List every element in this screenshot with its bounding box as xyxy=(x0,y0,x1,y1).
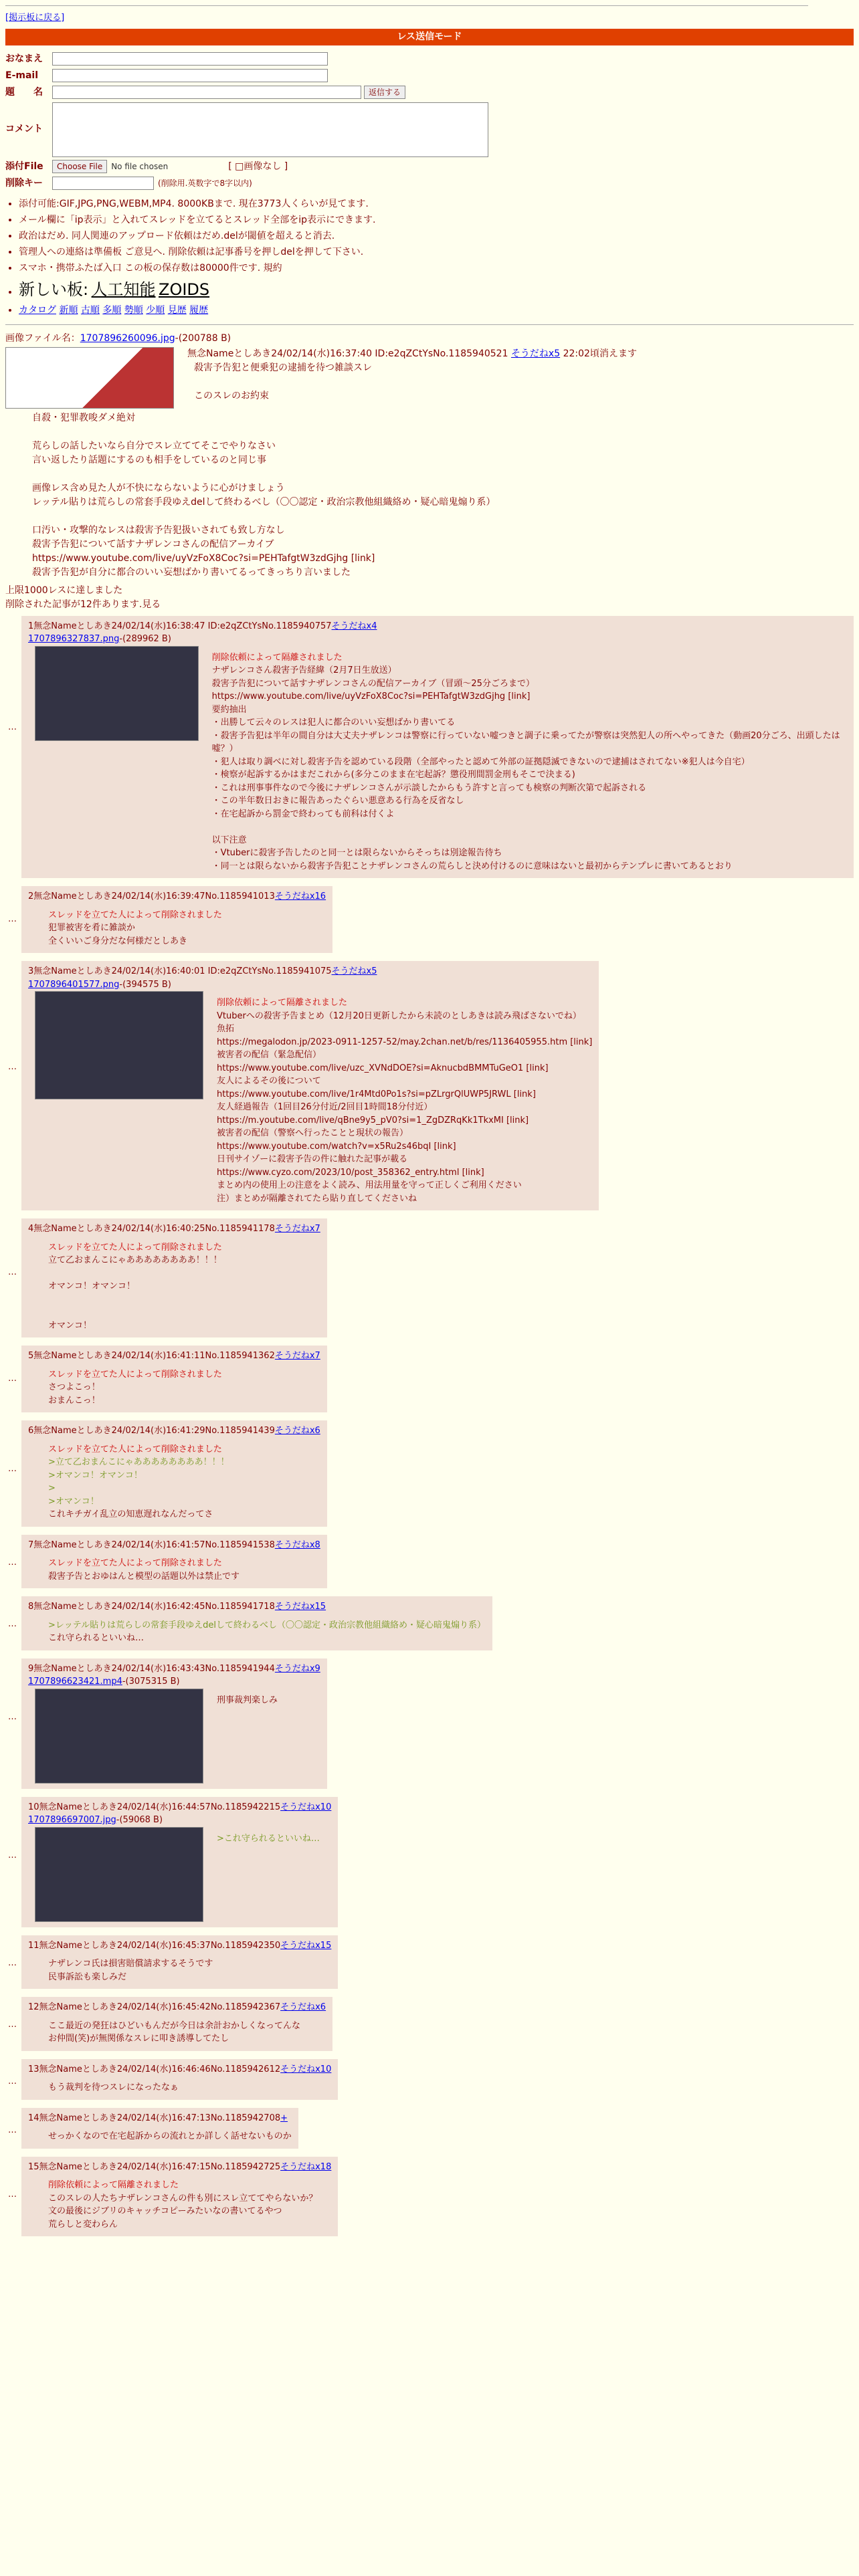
reply-menu-icon[interactable]: … xyxy=(8,1711,17,1722)
file-name-label: 画像ファイル名： xyxy=(5,332,80,344)
reply-number: 9 xyxy=(28,1663,34,1674)
subject-label: 題 名 xyxy=(5,86,43,98)
sodane-button[interactable]: そうだねx18 xyxy=(280,2161,332,2172)
sodane-button[interactable]: そうだねx6 xyxy=(280,2002,326,2012)
reply-text: 立て乙おまんこにゃああああああああ！！！ オマンコ！オマンコ！ オマンコ！ xyxy=(48,1255,222,1331)
reply-number: 14 xyxy=(28,2113,39,2123)
reply-text: Vtuberへの殺害予告まとめ（12月20日更新したから未読のとしあきは読み飛ばさないでね） 魚拓 https://megalodon.jp/2023-0911-1257-52/may.2chan.net/b/res/1136405955.htm [link] 被害者の配信（緊急配信） https://www.youtube.com/live/uzc_XVNdDOE?si=AknucbdBMMTuGeO1 [link] 友人によるその後について https://www.youtube.com/live/1r4Mtd0Po1s?si=pZLrgrQlUWP5JRWL [link] 友人経過報告（1回目26分付近/2回目1時間18分付近） https://m.youtube.com/live/qBne9y5_pV0?si=1_ZgDZRqKk1TkxMI [link] 被害者の配信（警察へ行ったことと現状の報告） https://www.youtube.com/watch?v=x5Ru2s46bqI [link] 日刊サイゾーに殺害予告の件に触れた記事が載る https://www.cyzo.com/2023/10/post_358362_entry.html [link] まとめ内の使用上の注意をよく読み、用法用量を守って正しくご利用ください 注）まとめが隔離されてたら貼り直してくださいね xyxy=(217,1010,593,1204)
reply-quote: >レッテル貼りは荒らしの常套手段ゆえdelして終わるべし（〇〇認定・政治宗教他組織絡め・疑心暗鬼煽り系） xyxy=(48,1620,486,1630)
op-rules: 自殺・犯罪教唆ダメ絶対 荒らしの話したいなら自分でスレ立ててそこでやりなさい 言い返したり話題にするのも相手をしているのと同じ事 画像レス含め見た人が不快にならないように心がけましょう レッテル貼りは荒らしの常套手段ゆえdelして終わるべし（〇〇認定・政治宗教他組織絡め・疑心暗鬼煽り系） 口汚い・攻撃的なレスは殺害予告犯扱いされても致し方なし 殺害予告犯について話すナザレンコさんの配信アーカイブ https://www.youtube.com/live/uyVzFoX8Coc?si=PEHTafgtW3zdGjhg [link] 殺害予告犯が自分に都合のいい妄想ばかり書いてるってきっちり言いました xyxy=(32,412,496,578)
reply-header: 無念Nameとしあき24/02/14(水)16:41:11No.1185941362 xyxy=(33,1351,275,1361)
op-body: 殺害予告犯と便乗犯の逮捕を待つ雑談スレ このスレのお約束 xyxy=(194,362,372,401)
reply-text: ナザレンコ氏は損害賠償請求するそうです 民事訴訟も楽しみだ xyxy=(48,1959,213,1982)
sodane-button[interactable]: そうだねx5 xyxy=(331,966,377,976)
reply-post xyxy=(8,1420,327,1527)
reply-text: もう裁判を待つスレになったなぁ xyxy=(48,2082,179,2092)
email-input[interactable] xyxy=(52,69,328,82)
reply-menu-icon[interactable]: … xyxy=(8,1557,17,1568)
sort-new-link[interactable]: 新順 xyxy=(59,304,78,316)
sodane-button[interactable]: そうだねx6 xyxy=(274,1426,320,1436)
op-header: 無念Nameとしあき24/02/14(水)16:37:40 ID:e2qZCtYsNo.1185940521 xyxy=(187,348,508,359)
sort-momentum-link[interactable]: 勢順 xyxy=(124,304,143,316)
reply-menu-icon[interactable]: … xyxy=(8,1062,17,1073)
no-file-text: No file chosen xyxy=(111,162,169,171)
no-image-checkbox[interactable]: [ □画像なし ] xyxy=(228,160,288,172)
reply-form xyxy=(5,52,854,191)
deleted-notice: スレッドを立てた人によって削除されました xyxy=(48,1558,222,1568)
reply-number: 2 xyxy=(28,891,34,901)
sort-few-link[interactable]: 少順 xyxy=(146,304,165,316)
subject-input[interactable] xyxy=(52,86,361,99)
divider xyxy=(5,324,854,325)
delete-key-input[interactable] xyxy=(52,177,154,190)
sodane-button[interactable]: そうだねx7 xyxy=(274,1351,320,1361)
reply-text: ナザレンコさん殺害予告経緯（2月7日生放送） 殺害予告犯について話すナザレンコさんの配信アーカイブ（冒頭〜25分ごろまで） https://www.youtube.com/live/uyVzFoX8Coc?si=PEHTafgtW3zdGjhg [link] 要約抽出 ・出勝して云々のレスは犯人に都合のいい妄想ばかり書いてる ・殺害予告犯は半年の間自分は大丈夫ナザレンコは警察に行っていない嘘つきと調子に乗ってたが警察は突然犯人の所へやってきた（動画20分ごろ、出頭したは嘘？） ・犯人は取り調べに対し殺害予告を認めている段階（全部やったと認めて外部の証拠隠滅できないので逮捕はされてない※犯人は今自宅） ・検察が起訴するかはまだこれから(多分このまま在宅起訴？懲役刑間罰金刑もそこで決まる) ・これは刑事事件なので今後にナザレンコさんが示談したからもう許すと言っても検察の判断次第で起訴される ・この半年数日おきに報告あったぐらい悪意ある行為を反省なし ・在宅起訴から罰金で終わっても前科は付くよ 以下注意 ・Vtuberに殺害予告したのと同一とは限らないからそっちは別途報告待ち ・同一とは限らないから殺害予告犯ことナザレンコさんの荒らしと決め付けるのに意味はないと最初からテンプレに書いてあるとおり xyxy=(211,665,840,871)
reply-file-link[interactable]: 1707896623421.mp4 xyxy=(28,1677,122,1687)
deleted-notice: 削除依頼によって隔離されました xyxy=(211,652,343,663)
reply-number: 3 xyxy=(28,966,34,976)
sodane-button[interactable]: + xyxy=(280,2113,288,2123)
reply-text: ここ最近の発狂はひどいもんだが今日は余計おかしくなってんな お仲間(笑)が無関係なスレに叩き誘導してたし xyxy=(48,2020,301,2044)
reply-header: 無念Nameとしあき24/02/14(水)16:46:46No.1185942612 xyxy=(39,2064,281,2074)
reply-menu-icon[interactable]: … xyxy=(8,2076,17,2086)
reply-post xyxy=(8,616,854,879)
op-thumbnail[interactable] xyxy=(5,347,174,409)
catalog-link[interactable]: カタログ xyxy=(19,304,56,316)
sodane-button[interactable]: そうだねx10 xyxy=(280,2064,332,2074)
back-to-board-link[interactable]: [掲示板に戻る] xyxy=(5,13,65,23)
reply-menu-icon[interactable]: … xyxy=(8,2125,17,2135)
reply-post xyxy=(8,1658,327,1789)
reply-header: 無念Nameとしあき24/02/14(水)16:43:43No.1185941944 xyxy=(33,1663,275,1674)
deleted-notice: 削除依頼によって隔離されました xyxy=(48,2180,179,2190)
reply-number: 13 xyxy=(28,2064,39,2074)
reply-quote: >立て乙おまんこにゃああああああああ！！！ >オマンコ！オマンコ！ > >オマンコ！ xyxy=(48,1457,229,1507)
reply-text: さつよこっ！ おまんこっ！ xyxy=(48,1382,100,1406)
sort-old-link[interactable]: 古順 xyxy=(80,304,100,316)
reply-post xyxy=(8,1997,332,2051)
note-item[interactable]: • スマホ・携帯ふたば入口 この板の保存数は80000件です. 規約 xyxy=(19,261,854,276)
op-file-size: -(200788 B) xyxy=(175,332,231,344)
reply-thumbnail[interactable] xyxy=(35,1689,203,1784)
reply-post xyxy=(8,1346,327,1412)
board-link-zoids[interactable]: ZOIDS xyxy=(159,280,210,299)
note-item: • 添付可能:GIF,JPG,PNG,WEBM,MP4. 8000KBまで. 現在3773人くらいが見てます. xyxy=(19,197,854,211)
file-label: 添付File xyxy=(5,160,43,172)
deleted-notice: スレッドを立てた人によって削除されました xyxy=(48,1444,222,1455)
thread-op xyxy=(5,332,854,612)
reply-menu-icon[interactable]: … xyxy=(8,722,17,732)
reply-file-link[interactable]: 1707896401577.png xyxy=(28,979,120,990)
reply-file-size: -(3075315 B) xyxy=(122,1677,180,1687)
reply-text: このスレの人たちナザレンコさんの件も別にスレ立ててやらないか？ 文の最後にジブリのキャッチコピーみたいなの書いてるやつ 荒らしと変わらん xyxy=(48,2193,318,2230)
op-sodane-button[interactable]: そうだねx5 xyxy=(510,348,561,359)
reply-post xyxy=(8,2157,338,2237)
reply-menu-icon[interactable]: … xyxy=(8,1267,17,1278)
reply-header: 無念Nameとしあき24/02/14(水)16:47:13No.1185942708 xyxy=(39,2113,281,2123)
limit-notice: 上限1000レスに達しました xyxy=(5,584,123,596)
reply-post xyxy=(8,1935,338,1990)
new-board xyxy=(19,278,854,302)
sodane-button[interactable]: そうだねx15 xyxy=(274,1602,326,1612)
reply-quote: >これ守られるといいね… xyxy=(217,1833,320,1844)
reply-post xyxy=(8,1535,327,1589)
note-item[interactable]: • 管理人への連絡は準備板 ご意見へ. 削除依頼は記事番号を押しdelを押して下さい. xyxy=(19,245,854,259)
reply-post xyxy=(8,2059,338,2100)
sodane-button[interactable]: そうだねx8 xyxy=(274,1539,320,1550)
reply-post xyxy=(8,1218,327,1337)
reply-text: 犯罪被害を肴に雑談か 全くいいご身分だな何様だとしあき xyxy=(48,923,188,946)
sort-many-link[interactable]: 多順 xyxy=(102,304,122,316)
reply-number: 5 xyxy=(28,1351,34,1361)
reply-file-link[interactable]: 1707896697007.jpg xyxy=(28,1815,116,1825)
reply-text: これ守られるといいね… xyxy=(48,1633,145,1643)
reply-header: 無念Nameとしあき24/02/14(水)16:42:45No.1185941718 xyxy=(33,1602,275,1612)
reply-number: 10 xyxy=(28,1802,39,1812)
reply-menu-icon[interactable]: … xyxy=(8,1464,17,1475)
comment-textarea[interactable] xyxy=(52,102,488,157)
reply-number: 15 xyxy=(28,2161,39,2172)
reply-file-size: -(59068 B) xyxy=(116,1815,163,1825)
reply-number: 4 xyxy=(28,1224,34,1234)
name-input[interactable] xyxy=(52,52,328,66)
sodane-button[interactable]: そうだねx4 xyxy=(331,621,377,631)
sodane-button[interactable]: そうだねx16 xyxy=(274,891,326,901)
delete-key-label: 削除キー xyxy=(5,177,43,189)
reply-header: 無念Nameとしあき24/02/14(水)16:41:57No.1185941538 xyxy=(33,1539,275,1550)
new-board-prefix: 新しい板: xyxy=(19,280,89,299)
reply-post xyxy=(8,2108,298,2149)
delete-key-note: (削除用.英数字で8字以内) xyxy=(158,179,252,188)
deleted-count[interactable]: 削除された記事が12件あります.見る xyxy=(5,599,161,610)
note-item: • メール欄に「ip表示」と入れてスレッドを立てるとスレッド全部をip表示にできます. xyxy=(19,213,854,227)
comment-label: コメント xyxy=(5,123,43,134)
reply-number: 1 xyxy=(28,621,34,631)
reply-header: 無念Nameとしあき24/02/14(水)16:39:47No.1185941013 xyxy=(33,891,275,901)
reply-file-size: -(289962 B) xyxy=(119,634,171,644)
sodane-button[interactable]: そうだねx9 xyxy=(274,1663,320,1674)
reply-menu-icon[interactable]: … xyxy=(8,2020,17,2030)
op-expire: 22:02頃消えます xyxy=(563,348,637,359)
reply-file-link[interactable]: 1707896327837.png xyxy=(28,634,120,644)
reply-thumbnail[interactable] xyxy=(35,991,203,1099)
email-label: E-mail xyxy=(5,70,39,81)
mode-bar: レス送信モード xyxy=(5,29,854,45)
reply-post xyxy=(8,1797,338,1927)
reply-header: 無念Nameとしあき24/02/14(水)16:40:01 ID:e2qZCtYsNo.1185941075 xyxy=(33,966,332,976)
reply-post xyxy=(8,1596,492,1650)
sodane-button[interactable]: そうだねx7 xyxy=(274,1224,320,1234)
reply-text: これキチガイ乱立の知恵遅れなんだってさ xyxy=(48,1509,213,1519)
reply-post xyxy=(8,961,599,1210)
choose-file-button[interactable]: Choose File xyxy=(52,160,107,173)
deleted-notice: スレッドを立てた人によって削除されました xyxy=(48,1369,222,1380)
reply-header: 無念Nameとしあき24/02/14(水)16:45:37No.1185942350 xyxy=(39,1940,281,1951)
note-item: • 政治はだめ. 同人関連のアップロード依頼はだめ.delが閾値を超えると消去. xyxy=(19,229,854,243)
name-label: おなまえ xyxy=(5,53,43,64)
sodane-button[interactable]: そうだねx10 xyxy=(280,1802,332,1812)
deleted-notice: スレッドを立てた人によって削除されました xyxy=(48,909,222,920)
reply-header: 無念Nameとしあき24/02/14(水)16:44:57No.1185942215 xyxy=(39,1802,281,1812)
reply-number: 11 xyxy=(28,1940,39,1951)
catalog-links xyxy=(19,304,854,318)
reply-menu-icon[interactable]: … xyxy=(8,1850,17,1860)
reply-header: 無念Nameとしあき24/02/14(水)16:38:47 ID:e2qZCtYsNo.1185940757 xyxy=(33,621,332,631)
reply-text: 殺害予告とおゆはんと模型の話題以外は禁止です xyxy=(48,1571,240,1582)
reply-header: 無念Nameとしあき24/02/14(水)16:47:15No.1185942725 xyxy=(39,2161,281,2172)
deleted-notice: スレッドを立てた人によって削除されました xyxy=(48,1242,222,1253)
reply-menu-icon[interactable]: … xyxy=(8,914,17,924)
reply-number: 12 xyxy=(28,2002,39,2012)
reply-thumbnail[interactable] xyxy=(35,646,199,741)
deleted-notice: 削除依頼によって隔離されました xyxy=(217,998,348,1008)
reply-menu-icon[interactable]: … xyxy=(8,1957,17,1968)
reply-number: 8 xyxy=(28,1602,34,1612)
reply-menu-icon[interactable]: … xyxy=(8,1619,17,1630)
reply-header: 無念Nameとしあき24/02/14(水)16:40:25No.1185941178 xyxy=(33,1224,275,1234)
op-file-link[interactable]: 1707896260096.jpg xyxy=(80,332,175,344)
reply-number: 6 xyxy=(28,1426,34,1436)
board-link-ai[interactable]: 人工知能 xyxy=(91,280,156,299)
reply-text: せっかくなので在宅起訴からの流れとか詳しく話せないものか xyxy=(48,2131,292,2141)
submit-button[interactable]: 返信する xyxy=(364,86,405,99)
reply-header: 無念Nameとしあき24/02/14(水)16:41:29No.1185941439 xyxy=(33,1426,275,1436)
reply-header: 無念Nameとしあき24/02/14(水)16:45:42No.1185942367 xyxy=(39,2002,281,2012)
reply-thumbnail[interactable] xyxy=(35,1827,203,1922)
reply-menu-icon[interactable]: … xyxy=(8,2189,17,2200)
notes-list xyxy=(19,197,854,318)
sodane-button[interactable]: そうだねx15 xyxy=(280,1940,332,1951)
viewed-history-link[interactable]: 見歴 xyxy=(167,304,187,316)
reply-list xyxy=(5,612,854,2241)
reply-post xyxy=(8,886,332,953)
reply-number: 7 xyxy=(28,1539,34,1550)
history-link[interactable]: 履歴 xyxy=(189,304,209,316)
reply-file-size: -(394575 B) xyxy=(119,979,171,990)
reply-text: 刑事裁判楽しみ xyxy=(217,1695,278,1705)
reply-menu-icon[interactable]: … xyxy=(8,1374,17,1384)
